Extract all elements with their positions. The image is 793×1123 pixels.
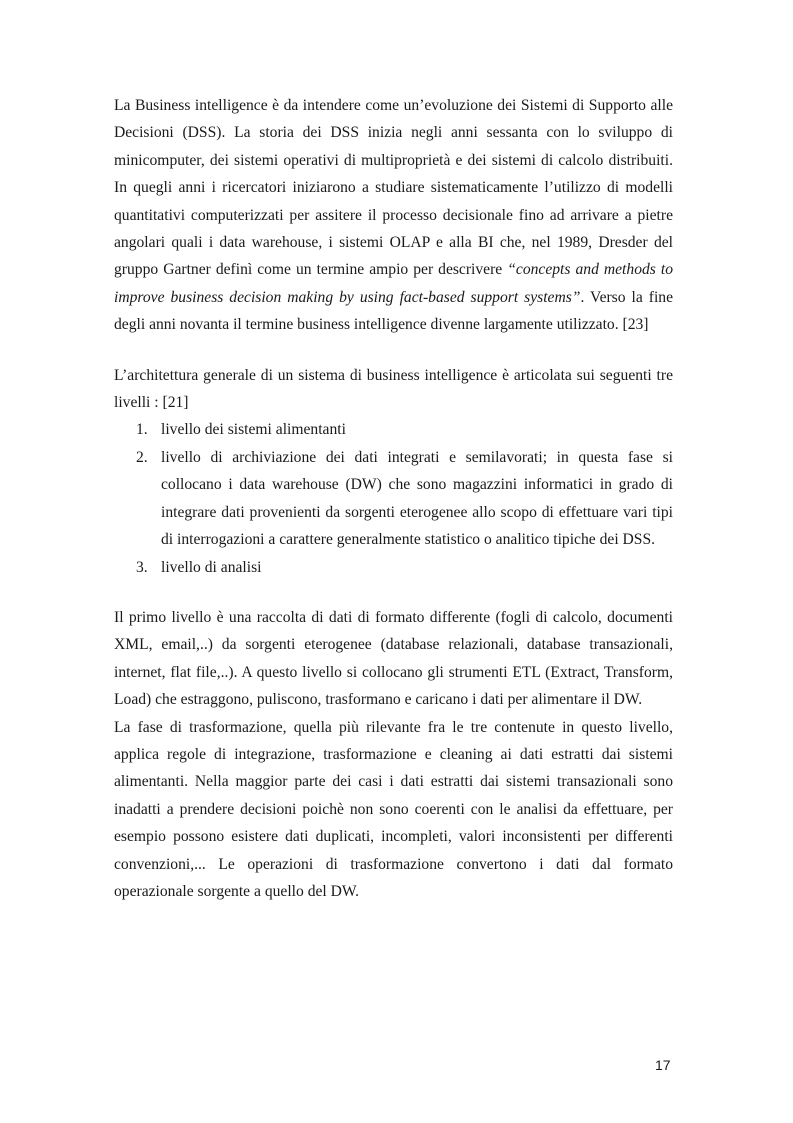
document-body	[114, 92, 673, 905]
paragraph-text: . Verso la fine degli anni novanta il termine business intelligence divenne largamente utilizzato. [23]	[114, 288, 673, 334]
list-item-number: 3.	[136, 558, 148, 576]
paragraph-transformation: La fase di trasformazione, quella più rilevante fra le tre contenute in questo livello, applica regole di integrazione, trasformazione e cleaning ai dati estratti dai sistemi alimentanti. Nella maggior parte dei casi i dati estratti dai sistemi transazionali sono inadatti a prendere decisioni poichè non sono coerenti con le analisi da effettuare, per esempio possono esistere dati duplicati, incompleti, valori inconsistenti per differenti convenzioni,... Le operazioni di trasformazione convertono i dati dal formato operazionale sorgente a quello del DW.	[114, 718, 673, 900]
paragraph-first-level: Il primo livello è una raccolta di dati di formato differente (fogli di calcolo, documenti XML, email,..) da sorgenti eterogenee (database relazionali, database transazionali, internet, flat file,..). A questo livello si collocano gli strumenti ETL (Extract, Transform, Load) che estraggono, puliscono, trasformano e caricano i dati per alimentare il DW.	[114, 608, 673, 709]
list-item-text: livello di archiviazione dei dati integrati e semilavorati; in questa fase si collocano i data warehouse (DW) che sono magazzini informatici in grado di integrare dati provenienti da sorgenti eterogenee allo scopo di effettuare vari tipi di interrogazioni a carattere generalmente statistico o analitico tipiche dei DSS.	[161, 448, 673, 549]
paragraph-architecture-intro: L’architettura generale di un sistema di business intelligence è articolata sui seguenti tre livelli : [21]	[114, 366, 673, 412]
paragraph-text: La Business intelligence è da intendere come un’evoluzione dei Sistemi di Supporto alle Decisioni (DSS). La storia dei DSS inizia negli anni sessanta con lo sviluppo di minicomputer, dei sistemi operativi di multiproprietà e dei sistemi di calcolo distribuiti. In quegli anni i ricercatori iniziarono a studiare sistematicamente l’utilizzo di modelli quantitativi computerizzati per assitere il processo decisionale fino ad arrivare a pietre angolari quali i data warehouse, i sistemi OLAP e alla BI che, nel 1989, Dresder del gruppo Gartner definì come un termine ampio per descrivere	[114, 97, 673, 279]
list-item-number: 2.	[136, 448, 148, 466]
list-item-text: livello dei sistemi alimentanti	[161, 421, 346, 439]
list-item-text: livello di analisi	[161, 558, 262, 576]
list-item	[114, 444, 673, 554]
gartner-quote: “concepts and methods to improve business decision making by using fact-based support systems”	[114, 261, 673, 306]
page-number: 17	[655, 1057, 671, 1073]
list-item	[114, 554, 673, 581]
levels-list	[114, 416, 673, 580]
list-item	[114, 416, 673, 443]
paragraph-bi-history	[114, 92, 673, 339]
list-item-number: 1.	[136, 421, 148, 439]
